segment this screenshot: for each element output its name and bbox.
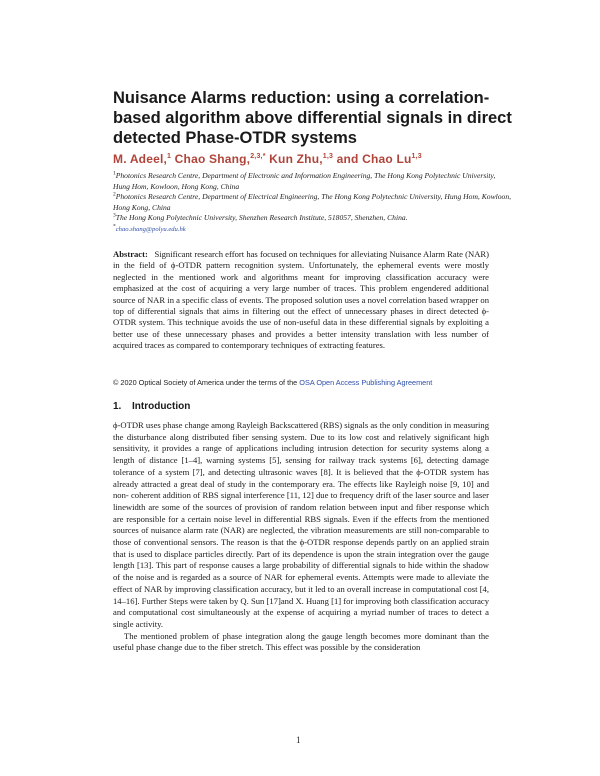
author-name: and Chao Lu (336, 152, 412, 166)
author-affiliation-marker: 2,3,* (250, 153, 266, 160)
affiliation: $^1$Photonics Research Centre, Department of Electronic and Information Engineering, The Hong Kong Polytechnic University, Hung Hom, Kowloon, Hong Kong, China (113, 170, 496, 191)
affiliation: $^2$Photonics Research Centre, Department of Electrical Engineering, The Hong Kong Polytechnic University, Hung Hom, Kowloon, Hong Kong, China (113, 191, 512, 212)
abstract (113, 249, 489, 352)
copyright-notice (113, 378, 513, 388)
copyright-text: © 2020 Optical Society of America under the terms of the (113, 378, 298, 387)
author-affiliation-marker: 1 (167, 153, 172, 160)
body-paragraph: ϕ-OTDR uses phase change among Rayleigh Backscattered (RBS) signals as the only condition in measuring the disturbance along distributed fiber sensing system. Due to its low cost and relatively significant high sensitivity, it provides a range of applications including intrusion detection for security systems along a length of distance [1–4], warning systems [5], sensing for railway track systems [6], detecting damage tolerance of a system [7], and detecting ultrasonic waves [8]. It is believed that the ϕ-OTDR system has already attracted a great deal of study in the contemporary era. The effects like Rayleigh noise [9, 10] and non- coherent addition of RBS signal interference [11, 12] due to frequency drift of the laser source and laser linewidth are some of the sources of provision of random relation between input and fiber response which are responsible for a certain noise level in differential RBS signals. Even if the effects from the mentioned sources of nuisance alarm rate (NAR) are neglected, the vibration measurements are still non-comparable to those of conventional sensors. The reason is that the ϕ-OTDR response depends partly on an applied strain that is used to displace particles directly. Part of its dependence is upon the strain integration over the gauge length [13]. This part of response causes a large probability of differential signals to hide within the shadow of the noise and is regarded as a source of NAR for ephemeral events. Attempts were made to alleviate the effect of NAR by improving classification accuracy, but it led to an overall increase in computational cost [4, 14–16]. Further Steps were taken by Q. Sun [17]and X. Huang [1] for improving both classification accuracy and computational cost simultaneously at the expense of acquiring a myriad number of traces to detect a single activity. (113, 420, 489, 629)
author-name: M. Adeel, (113, 152, 168, 166)
open-access-agreement-link[interactable]: OSA Open Access Publishing Agreement (299, 378, 433, 387)
section-title: Introduction (132, 401, 191, 412)
section-heading (113, 400, 190, 413)
section-number: 1. (113, 401, 122, 412)
author-name: Chao Shang, (174, 152, 251, 166)
author-affiliation-marker: 1,3 (411, 153, 422, 160)
affiliations (113, 171, 513, 235)
author-list (113, 152, 513, 167)
body-paragraph: The mentioned problem of phase integration along the gauge length becomes more dominant than the useful phase change due to the fiber stretch. This effect was possible by the consideration (113, 630, 489, 653)
page-number: 1 (296, 735, 301, 745)
author-affiliation-marker: 1,3 (322, 153, 334, 160)
corresponding-email: *chao.shang@polyu.edu.hk (113, 222, 186, 233)
introduction-body (113, 420, 489, 654)
abstract-text: Significant research effort has focused on techniques for alleviating Nuisance Alarm Rate (NAR) in the field of ϕ-OTDR pattern recognition system. Unfortunately, the ephemeral events were mostly neglected in the mentioned work and algorithms meant for improving classification accuracy were emphasized at the cost of acquiring a very large number of traces. This problem engendered additional source of NAR in a specific class of events. The proposed solution uses a novel correlation based wrapper on top of differential signals that aims in filtering out the effect of unnecessary phases in direct detected ϕ-OTDR system. This technique avoids the use of non-useful data in these differential signals by exploiting a better use of these unnecessary phases and provides a better intensity translation with less number of acquired traces as compared to contemporary techniques of extracting features. (113, 249, 489, 351)
author-name: Kun Zhu, (269, 152, 323, 166)
affiliation: $^3$The Hong Kong Polytechnic University, Shenzhen Research Institute, 518057, Shenzhen, China. (113, 212, 408, 222)
email-link[interactable]: chao.shang@polyu.edu.hk (115, 225, 186, 233)
abstract-label: Abstract: (113, 249, 148, 259)
paper-title: Nuisance Alarms reduction: using a correlation-based algorithm above differential signals in direct detected Phase-OTDR systems (113, 89, 512, 147)
